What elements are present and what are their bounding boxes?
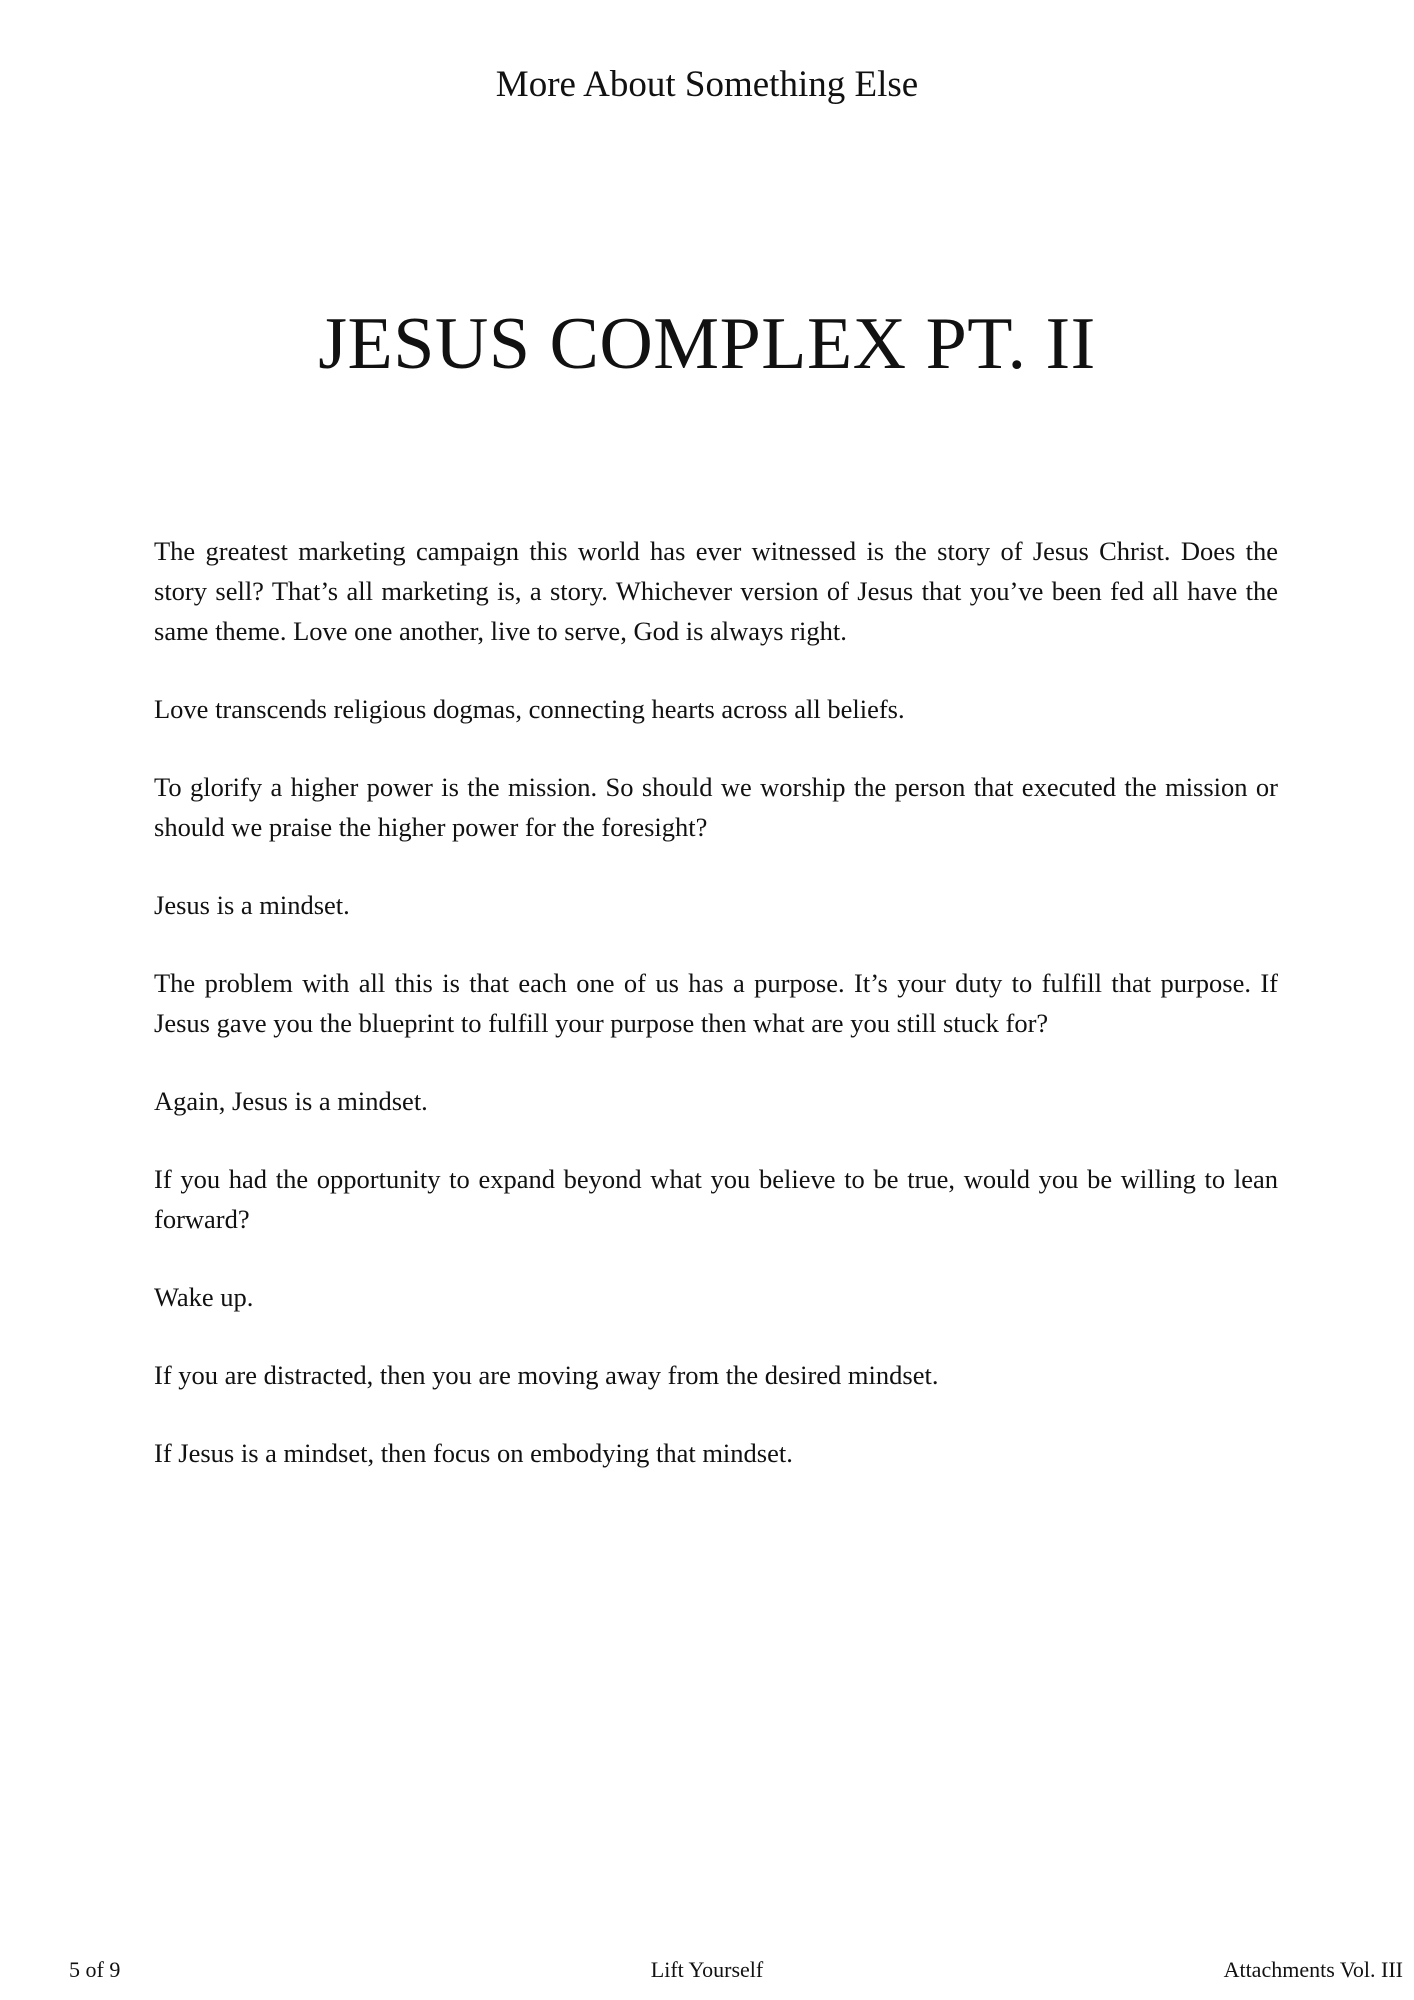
paragraph: Jesus is a mindset. — [154, 890, 350, 920]
page-number: 5 of 9 — [69, 1957, 121, 1982]
paragraph: The problem with all this is that each one of us has a purpose. It’s your duty to fulfill that purpose. If Jesus gave you the blueprint to fulfill your purpose then what are you still stuck for? — [154, 968, 1278, 1038]
paragraph: If you had the opportunity to expand beyond what you believe to be true, would you be willing to lean forward? — [154, 1164, 1278, 1234]
paragraph: The greatest marketing campaign this world has ever witnessed is the story of Jesus Christ. Does the story sell? That’s all marketing is, a story. Whichever version of Jesus that you’ve been fed all have the same theme. Love one another, live to serve, God is always right. — [154, 536, 1278, 646]
paragraph: Again, Jesus is a mindset. — [154, 1086, 428, 1116]
paragraph: To glorify a higher power is the mission. So should we worship the person that executed the mission or should we praise the higher power for the foresight? — [154, 772, 1278, 842]
paragraph: If Jesus is a mindset, then focus on embodying that mindset. — [154, 1438, 793, 1468]
body-text — [154, 531, 1278, 1511]
running-head: More About Something Else — [495, 64, 919, 105]
paragraph: If you are distracted, then you are moving away from the desired mindset. — [154, 1360, 939, 1390]
footer-volume: Attachments Vol. III — [1223, 1957, 1403, 1982]
page-title: JESUS COMPLEX PT. II — [318, 303, 1096, 385]
paragraph: Wake up. — [154, 1282, 254, 1312]
paragraph: Love transcends religious dogmas, connecting hearts across all beliefs. — [154, 694, 905, 724]
page-footer — [0, 1953, 1414, 1987]
footer-book-title: Lift Yourself — [650, 1957, 764, 1982]
